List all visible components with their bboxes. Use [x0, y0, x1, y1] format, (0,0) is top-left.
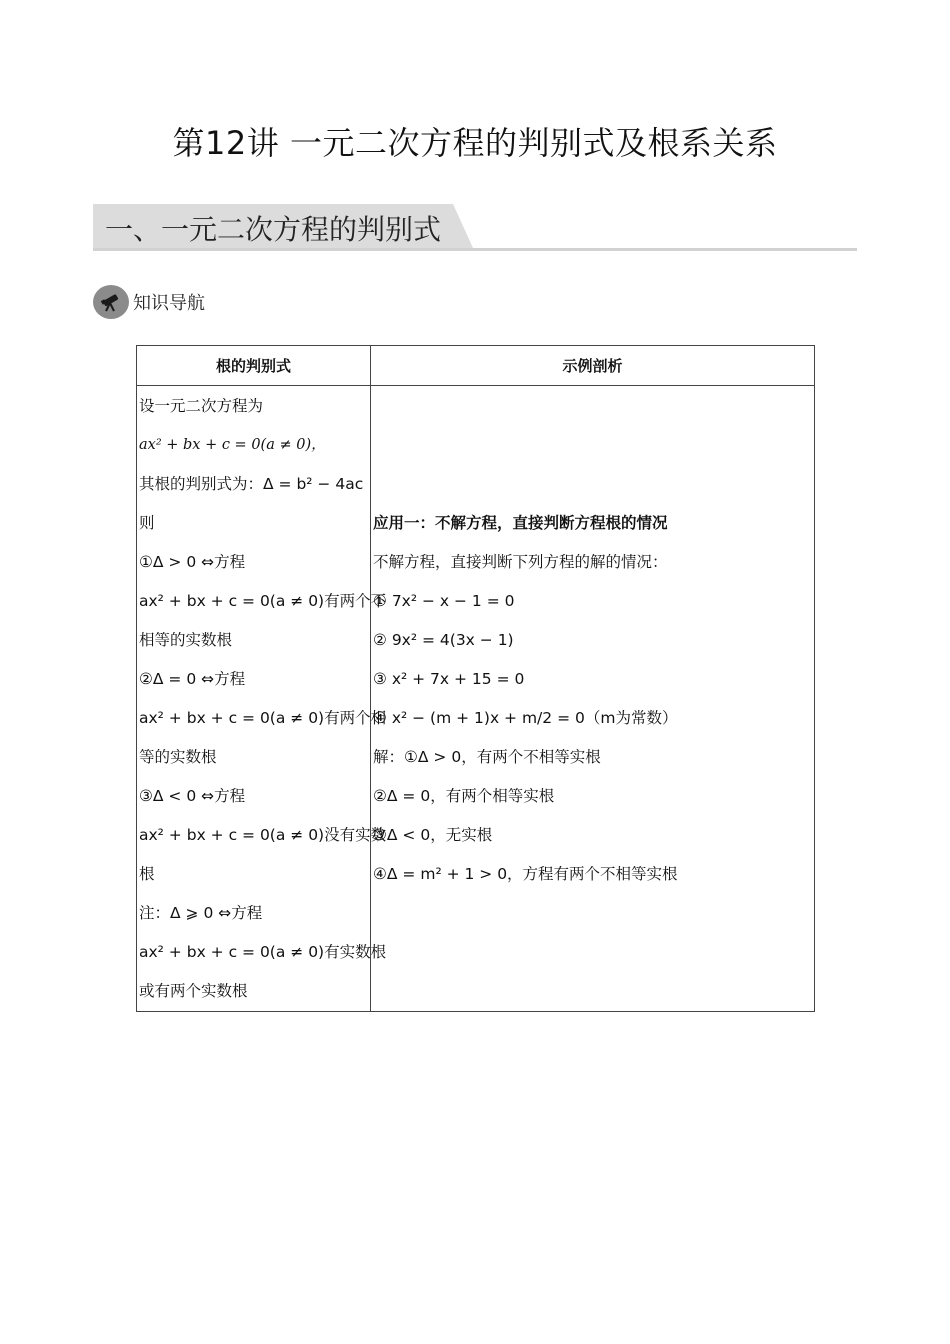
- left-line: 则: [139, 514, 155, 532]
- left-line: ③Δ < 0 ⇔方程: [139, 787, 246, 805]
- right-line: 不解方程，直接判断下列方程的解的情况：: [373, 553, 668, 571]
- left-line: ②Δ = 0 ⇔方程: [139, 670, 246, 688]
- right-line: ④ x² − (m + 1)x + m/2 = 0（m为常数）: [373, 709, 678, 727]
- left-line: ax² + bx + c = 0(a ≠ 0)有两个不: [139, 592, 387, 610]
- application-heading: 应用一：不解方程，直接判断方程根的情况: [373, 514, 668, 532]
- telescope-icon: [93, 285, 129, 319]
- examples-cell: [371, 386, 815, 1012]
- left-line: 等的实数根: [139, 748, 217, 766]
- left-line: 注：Δ ⩾ 0 ⇔方程: [139, 904, 263, 922]
- knowledge-nav-label: 知识导航: [133, 293, 205, 314]
- left-line: 相等的实数根: [139, 631, 233, 649]
- column-header-discriminant: 根的判别式: [137, 346, 371, 386]
- column-header-examples: 示例剖析: [371, 346, 815, 386]
- cell-spacer: [373, 387, 814, 504]
- right-line: ② 9x² = 4(3x − 1): [373, 631, 514, 649]
- left-line: ax² + bx + c = 0(a ≠ 0)有实数根: [139, 943, 387, 961]
- right-line: ④Δ = m² + 1 > 0，方程有两个不相等实根: [373, 865, 678, 883]
- discriminant-table: [136, 345, 815, 1012]
- right-line: 解：①Δ > 0，有两个不相等实根: [373, 748, 601, 766]
- section-banner-rule: [93, 248, 857, 251]
- document-title: 第12讲 一元二次方程的判别式及根系关系: [172, 124, 778, 162]
- discriminant-cell: [137, 386, 387, 1012]
- left-line: 其根的判别式为：Δ = b² − 4ac: [139, 475, 364, 493]
- left-line: 设一元二次方程为: [139, 397, 264, 415]
- right-line: ① 7x² − x − 1 = 0: [373, 592, 515, 610]
- left-line: ax² + bx + c = 0(a ≠ 0)没有实数: [139, 826, 387, 844]
- left-line: 根: [139, 865, 155, 883]
- section-heading: 一、一元二次方程的判别式: [105, 213, 442, 246]
- table-row: [137, 386, 815, 1012]
- left-line: ①Δ > 0 ⇔方程: [139, 553, 246, 571]
- right-line: ②Δ = 0，有两个相等实根: [373, 787, 555, 805]
- section-banner: [93, 204, 857, 252]
- left-line: ax² + bx + c = 0(a ≠ 0)有两个相: [139, 709, 387, 727]
- right-line: ③Δ < 0，无实根: [373, 826, 493, 844]
- table-header-row: [137, 346, 815, 386]
- knowledge-nav: [93, 285, 205, 319]
- right-line: ③ x² + 7x + 15 = 0: [373, 670, 525, 688]
- left-line: 或有两个实数根: [139, 982, 248, 1000]
- left-line: ax² + bx + c = 0(a ≠ 0)，: [139, 437, 326, 453]
